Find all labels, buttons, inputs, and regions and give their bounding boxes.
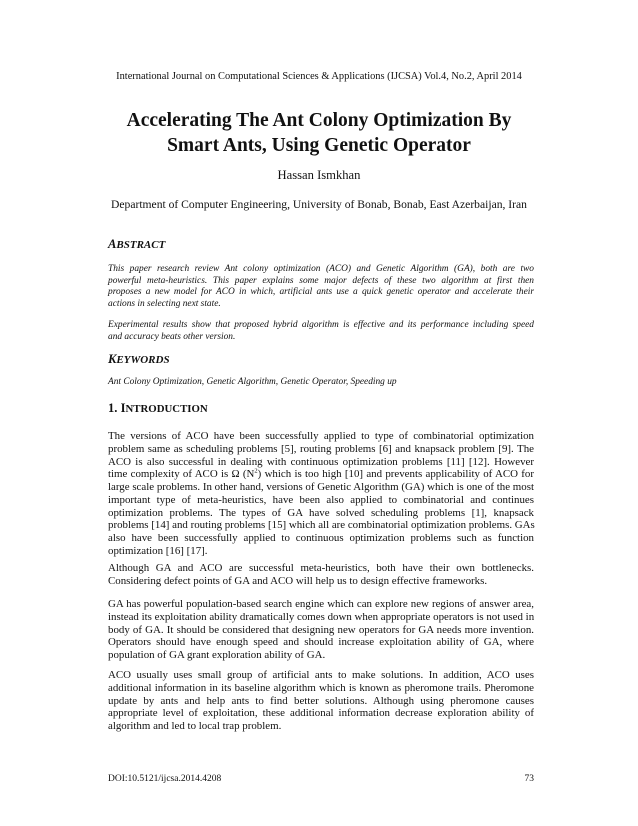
footer-doi: DOI:10.5121/ijcsa.2014.4208 [108, 774, 222, 784]
text-line: GA has powerful population-based search engine which can explore new regions of answer area, [108, 598, 534, 610]
text-line: optimization [16] [17]. [108, 544, 208, 557]
author-name: Hassan Ismkhan [277, 168, 361, 182]
text-line: Experimental results show that proposed hybrid algorithm is effective and its performance including speed [108, 320, 534, 330]
keywords-heading-lead: K [108, 352, 117, 366]
text-segment: ) which is too high [10] and prevents applicability of ACO for [257, 468, 534, 481]
text-line: problem same as scheduling problems [5], routing problems [6] and knapsack problem [9]. The [108, 442, 534, 455]
superscript: 2 [254, 467, 258, 475]
text-line: algorithm and led to local trap problem. [108, 720, 282, 732]
journal-running-header: International Journal on Computational Sciences & Applications (IJCSA) Vol.4, No.2, April 2014 [116, 71, 522, 82]
introduction-heading-rest: NTRODUCTION [125, 403, 208, 415]
abstract-paragraph-2 [108, 320, 534, 343]
intro-paragraph-2 [108, 562, 534, 588]
author-affiliation: Department of Computer Engineering, University of Bonab, Bonab, East Azerbaijan, Iran [111, 198, 527, 211]
introduction-heading-lead: 1. I [108, 401, 126, 415]
text-line: Although GA and ACO are successful meta-heuristics, both have their own bottlenecks. [108, 562, 534, 574]
text-line: large scale problems. In other hand, versions of Genetic Algorithm (GA) which is one of the most [108, 481, 534, 493]
text-line: ACO usually uses small group of artificial ants to make solutions. In addition, ACO uses [108, 669, 534, 681]
text-line: appropriate level of exploitation, these additional information decrease exploration ability of [108, 707, 534, 720]
text-line: problems [14] and routing problems [15] which all are combinatorial optimization problems. GAs [108, 519, 535, 532]
text-line: population of GA grant exploration ability of GA. [108, 649, 326, 661]
abstract-paragraph-1 [108, 264, 534, 310]
title-line-1: Accelerating The Ant Colony Optimization By [126, 110, 512, 131]
text-line [108, 468, 534, 481]
text-line: The versions of ACO have been successfully applied to type of combinatorial optimization [108, 430, 534, 442]
introduction-heading [108, 400, 208, 417]
text-line: ACO is also successful in dealing with continuous optimization problems [11] [12]. However [108, 455, 534, 468]
intro-paragraph-4 [108, 669, 534, 733]
text-line: This paper research review Ant colony optimization (ACO) and Genetic Algorithm (GA), both are two [108, 264, 534, 274]
keywords-text [108, 377, 534, 389]
text-segment: time complexity of ACO is Ω (N [108, 468, 255, 481]
abstract-heading [108, 237, 165, 252]
text-line: actions in selecting next state. [108, 298, 221, 309]
title-line-2: Smart Ants, Using Genetic Operator [167, 135, 471, 156]
text-line: optimization problems. The types of GA have solved scheduling problems [1], knapsack [108, 506, 534, 519]
text-line: Considering defect points of GA and ACO will help us to design effective frameworks. [108, 574, 488, 587]
text-line: Ant Colony Optimization, Genetic Algorithm, Genetic Operator, Speeding up [108, 377, 397, 387]
paper-title [40, 108, 598, 158]
abstract-heading-lead: A [108, 237, 117, 251]
keywords-heading [108, 352, 170, 367]
text-line: powerful meta-heuristics. This paper explains some major defects of these two algorithm at first then [108, 275, 534, 286]
intro-paragraph-1 [108, 430, 534, 558]
text-line: update by ants and help ants to find better solutions. Although using pheromone causes [108, 694, 534, 707]
text-line: important type of meta-heuristics, have been also applied to combinatorial and continues [108, 493, 534, 506]
text-line: Operators should have enough speed and should increase exploitation ability of GA, where [108, 636, 534, 649]
abstract-heading-rest: BSTRACT [116, 239, 166, 251]
text-line: also have been successfully applied to continuous optimization problems such as function [108, 532, 534, 544]
intro-paragraph-3 [108, 598, 534, 662]
text-line: additional information in its baseline algorithm which is known as pheromone trails. Pheromone [108, 681, 534, 694]
keywords-heading-rest: EYWORDS [116, 354, 170, 366]
text-line: instead its exploitation ability dramatically comes down when appropriate operators is not used in [108, 610, 535, 623]
text-line: body of GA. It should be considered that designing new operators for GA needs more invention. [108, 623, 534, 636]
text-line: and accuracy beats other version. [108, 331, 236, 342]
page-number: 73 [524, 774, 534, 784]
text-line: proposes a new model for ACO in which, artificial ants use a quick genetic operator and accelerate their [108, 287, 534, 298]
